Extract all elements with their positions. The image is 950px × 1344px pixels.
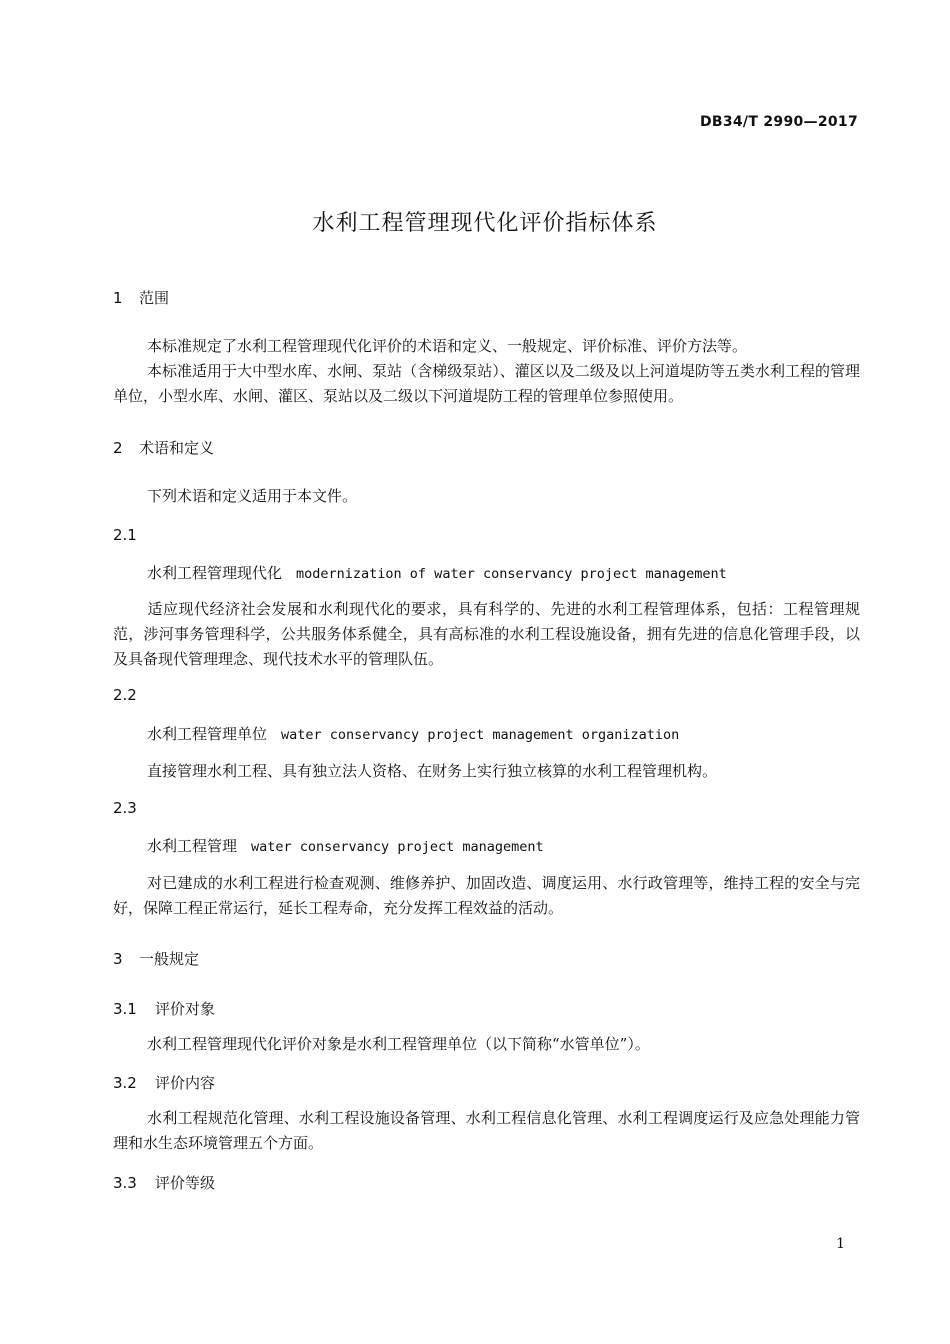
clause-title: 评价对象 [155,1000,216,1018]
clause-2-1-number: 2.1 [113,526,137,544]
paragraph-text: 下列术语和定义适用于本文件。 [147,487,358,505]
paragraph-text: 水利工程管理现代化评价对象是水利工程管理单位（以下简称“水管单位”）。 [147,1035,650,1053]
section-3-heading [113,948,199,969]
clause-number: 3.1 [113,1000,137,1018]
paragraph-text: 对已建成的水利工程进行检查观测、维修养护、加固改造、调度运用、水行政管理等，维持工程的安全与完好，保障工程正常运行，延长工程寿命，充分发挥工程效益的活动。 [113,874,860,917]
definition-2-3 [113,871,860,921]
paragraph-text: 本标准适用于大中型水库、水闸、泵站（含梯级泵站）、灌区以及二级及以上河道堤防等五类水利工程的管理单位，小型水库、水闸、灌区、泵站以及二级以下河道堤防工程的管理单位参照使用。 [113,362,860,405]
paragraph-text: 适应现代经济社会发展和水利现代化的要求，具有科学的、先进的水利工程管理体系，包括：工程管理规范，涉河事务管理科学，公共服务体系健全，具有高标准的水利工程设施设备，拥有先进的信息化管理手段，以及具备现代管理理念、现代技术水平的管理队伍。 [113,600,860,668]
term-en: water conservancy project management organization [281,727,680,743]
term-zh: 水利工程管理 [147,837,238,855]
term-en: water conservancy project management [251,839,544,855]
clause-3-1-heading [113,998,215,1019]
section-title: 范围 [139,289,170,307]
clause-2-3-number: 2.3 [113,799,137,817]
clause-2-2-number: 2.2 [113,686,137,704]
clause-title: 评价等级 [155,1174,216,1192]
definition-2-2 [113,759,860,784]
clause-title: 评价内容 [155,1074,216,1092]
paragraph-text: 水利工程规范化管理、水利工程设施设备管理、水利工程信息化管理、水利工程调度运行及应急处理能力管理和水生态环境管理五个方面。 [113,1109,860,1152]
clause-number: 3.3 [113,1174,137,1192]
paragraph [113,484,860,509]
paragraph-text: 本标准规定了水利工程管理现代化评价的术语和定义、一般规定、评价标准、评价方法等。 [147,337,748,355]
section-title: 术语和定义 [139,439,215,457]
clause-3-2-heading [113,1072,215,1093]
section-1-heading [113,287,169,308]
paragraph [113,334,860,359]
section-number: 1 [113,289,123,307]
term-zh: 水利工程管理现代化 [147,564,283,582]
page-title: 水利工程管理现代化评价指标体系 [312,211,658,236]
page-number: 1 [836,1236,845,1252]
term-2-3 [147,835,544,856]
definition-2-1 [113,597,860,672]
section-number: 3 [113,950,123,968]
paragraph [113,1106,860,1156]
term-2-2 [147,723,679,744]
paragraph [113,359,860,409]
section-number: 2 [113,439,123,457]
clause-number: 3.2 [113,1074,137,1092]
term-en: modernization of water conservancy project management [296,566,727,582]
section-title: 一般规定 [139,950,200,968]
section-2-heading [113,437,214,458]
paragraph-text: 直接管理水利工程、具有独立法人资格、在财务上实行独立核算的水利工程管理机构。 [147,762,718,780]
term-zh: 水利工程管理单位 [147,725,268,743]
paragraph [113,1032,860,1057]
clause-3-3-heading [113,1172,215,1193]
term-2-1 [147,562,727,583]
document-code: DB34/T 2990—2017 [699,114,858,130]
